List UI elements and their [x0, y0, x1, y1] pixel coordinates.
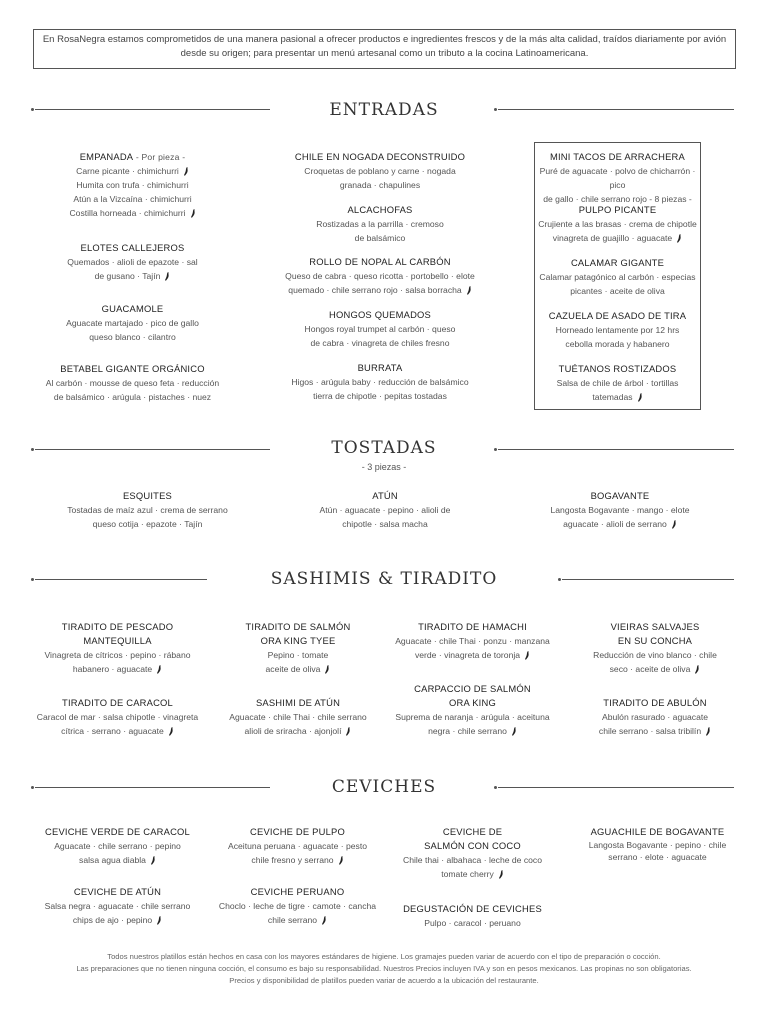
chili-pepper-icon — [524, 651, 530, 660]
menu-item-pulpo-picante — [536, 203, 699, 245]
menu-item-degustacion — [390, 902, 555, 930]
item-desc: Quemados · alioli de epazote · sal de gusano · Tajín — [67, 257, 198, 281]
menu-item-sashimi-atun — [218, 696, 378, 738]
item-name: CALAMAR GIGANTE — [570, 257, 665, 268]
item-desc: Aguacate martajado · pico de gallo queso blanco · cilantro — [66, 318, 199, 342]
menu-item-tuetanos — [536, 362, 699, 404]
item-desc: Reducción de vino blanco · chile seco · aceite de oliva — [593, 650, 717, 674]
menu-item-ceviche-atun — [35, 885, 200, 927]
item-desc: Chile thai · albahaca · leche de coco tomate cherry — [402, 855, 542, 879]
item-desc: Al carbón · mousse de queso feta · reducción de balsámico · arúgula · pistaches · nuez — [45, 378, 220, 402]
footer-line: Las preparaciones que no tienen ninguna cocción, el consumo es bajo su responsabilidad. Nuestros Precios incluyen IVA y son en pesos mexicanos. Las propinas no son obligatorias. — [76, 964, 692, 973]
chili-pepper-icon — [324, 665, 330, 674]
chili-pepper-icon — [321, 916, 327, 925]
menu-item-elotes — [50, 241, 215, 283]
item-name: CEVICHE VERDE DE CARACOL — [45, 826, 190, 837]
menu-item-vieiras — [580, 620, 730, 676]
chili-pepper-icon — [164, 272, 170, 281]
item-desc: Croquetas de poblano y carne · nogada granada · chapulines — [304, 166, 456, 190]
item-name: CAZUELA DE ASADO DE TIRA — [548, 310, 687, 321]
section-title-sashimis: SASHIMIS & TIRADITO — [270, 569, 498, 589]
menu-item-cazuela — [536, 309, 699, 351]
item-name: ROLLO DE NOPAL AL CARBÓN — [309, 256, 451, 267]
chili-pepper-icon — [190, 209, 196, 218]
chili-pepper-icon — [637, 393, 643, 402]
item-name: PULPO PICANTE — [578, 204, 657, 215]
item-desc: Langosta Bogavante · mango · elote aguacate · alioli de serrano — [550, 505, 690, 529]
item-name: ESQUITES — [122, 490, 172, 501]
menu-item-mini-tacos — [536, 150, 699, 206]
item-name: BURRATA — [357, 362, 403, 373]
item-desc: Aceituna peruana · aguacate · pesto chile fresno y serrano — [227, 841, 368, 865]
item-name: HONGOS QUEMADOS — [329, 309, 431, 320]
item-desc: Higos · arúgula baby · reducción de balsámico tierra de chipotle · pepitas tostadas — [291, 377, 469, 401]
chili-pepper-icon — [466, 286, 472, 295]
item-desc: Langosta Bogavante · pepino · chile serrano · elote · aguacate — [588, 840, 727, 862]
item-desc: Caracol de mar · salsa chipotle · vinagreta cítrica · serrano · aguacate — [36, 712, 199, 736]
chili-pepper-icon — [150, 856, 156, 865]
chili-pepper-icon — [498, 870, 504, 879]
menu-item-tiradito-hamachi — [390, 620, 555, 662]
item-name: TIRADITO DE SALMÓN ORA KING TYEE — [245, 621, 351, 646]
item-desc: Pepino · tomate aceite de oliva — [265, 650, 329, 674]
item-desc: Crujiente a las brasas · crema de chipotle vinagreta de guajillo · aguacate — [538, 219, 697, 243]
menu-item-tiradito-pescado — [35, 620, 200, 676]
item-desc: Rostizadas a la parrilla · cremoso de balsámico — [316, 219, 444, 243]
menu-item-alcachofas — [290, 203, 470, 245]
item-desc: Puré de aguacate · polvo de chicharrón · pico de gallo · chile serrano rojo - 8 piezas - — [539, 166, 696, 204]
item-desc: Aguacate · chile Thai · ponzu · manzana verde · vinagreta de toronja — [395, 636, 550, 660]
menu-item-bogavante-tostada — [530, 489, 710, 531]
item-desc: Atún · aguacate · pepino · alioli de chipotle · salsa macha — [319, 505, 451, 529]
item-desc: Atún a la Vizcaína · chimichurri — [73, 194, 192, 204]
menu-item-esquites — [50, 489, 245, 531]
chili-pepper-icon — [345, 727, 351, 736]
item-desc: Salsa negra · aguacate · chile serrano chips de ajo · pepino — [44, 901, 191, 925]
item-desc: Tostadas de maíz azul · crema de serrano queso cotija · epazote · Tajín — [67, 505, 228, 529]
chili-pepper-icon — [156, 665, 162, 674]
item-desc: Aguacate · chile serrano · pepino salsa agua diabla — [54, 841, 181, 865]
menu-item-tiradito-abulon — [580, 696, 730, 738]
item-desc: Hongos royal trumpet al carbón · queso de cabra · vinagreta de chiles fresno — [304, 324, 456, 348]
item-name: CHILE EN NOGADA DECONSTRUIDO — [294, 151, 466, 162]
chili-pepper-icon — [671, 520, 677, 529]
chili-pepper-icon — [694, 665, 700, 674]
chili-pepper-icon — [156, 916, 162, 925]
section-title-tostadas: TOSTADAS — [331, 438, 437, 458]
item-name: SASHIMI DE ATÚN — [255, 697, 341, 708]
divider — [562, 579, 734, 580]
item-name: TUÉTANOS ROSTIZADOS — [558, 363, 677, 374]
item-name: CEVICHE DE PULPO — [250, 826, 345, 837]
item-desc: Vinagreta de cítricos · pepino · rábano habanero · aguacate — [44, 650, 191, 674]
item-name: ALCACHOFAS — [347, 204, 413, 215]
menu-item-ceviche-peruano — [215, 885, 380, 927]
item-name: CEVICHE DE SALMÓN CON COCO — [424, 826, 521, 851]
chili-pepper-icon — [705, 727, 711, 736]
item-name: MINI TACOS DE ARRACHERA — [549, 151, 685, 162]
menu-item-carpaccio — [390, 682, 555, 738]
item-name: CEVICHE PERUANO — [250, 886, 345, 897]
menu-item-ceviche-salmon — [390, 825, 555, 881]
item-desc: Pulpo · caracol · peruano — [424, 918, 521, 928]
intro-text: En RosaNegra estamos comprometidos de una manera pasional a ofrecer productos e ingredientes frescos y de la más alta calidad, traídos diariamente por avión desde su origen; para presentar un menú artesanal como un tributo a la cocina Latinoamericana. — [33, 29, 736, 69]
menu-item-betabel — [40, 362, 225, 404]
section-subtitle: - 3 piezas - — [361, 462, 407, 472]
item-desc: Horneado lentamente por 12 hrs cebolla morada y habanero — [555, 325, 680, 349]
item-name: GUACAMOLE — [101, 303, 164, 314]
item-note: - Por pieza - — [133, 152, 186, 162]
chili-pepper-icon — [338, 856, 344, 865]
item-name: CARPACCIO DE SALMÓN ORA KING — [414, 683, 531, 708]
menu-item-ceviche-pulpo — [215, 825, 380, 867]
menu-item-tiradito-salmon — [218, 620, 378, 676]
footer-line: Precios y disponibilidad de platillos pueden variar de acuerdo a la ubicación del restaurante. — [229, 976, 539, 985]
divider — [498, 449, 734, 450]
item-name: CEVICHE DE ATÚN — [73, 886, 162, 897]
item-name: EMPANADA — [79, 151, 134, 162]
item-name: TIRADITO DE CARACOL — [62, 697, 173, 708]
item-desc: Choclo · leche de tigre · camote · cancha chile serrano — [218, 901, 377, 925]
chili-pepper-icon — [676, 234, 682, 243]
menu-item-ceviche-caracol — [35, 825, 200, 867]
chili-pepper-icon — [168, 727, 174, 736]
menu-item-rollo-nopal — [285, 255, 475, 297]
item-desc: Calamar patagónico al carbón · especias picantes · aceite de oliva — [539, 272, 696, 296]
item-name: ELOTES CALLEJEROS — [80, 242, 185, 253]
footer-notes — [0, 951, 768, 987]
menu-item-empanada — [50, 150, 215, 220]
menu-item-atun-tostada — [295, 489, 475, 531]
item-name: ATÚN — [372, 490, 398, 501]
item-name: TIRADITO DE ABULÓN — [603, 697, 707, 708]
menu-item-aguachile — [575, 825, 740, 863]
menu-item-hongos — [290, 308, 470, 350]
item-name: DEGUSTACIÓN DE CEVICHES — [403, 903, 542, 914]
chili-pepper-icon — [511, 727, 517, 736]
menu-item-tiradito-caracol — [35, 696, 200, 738]
item-desc: Carne picante · chimichurri — [76, 166, 179, 176]
divider — [498, 109, 734, 110]
item-desc: Suprema de naranja · arúgula · aceituna negra · chile serrano — [395, 712, 550, 736]
section-title-ceviches: CEVICHES — [331, 777, 437, 797]
item-desc: Salsa de chile de árbol · tortillas tatemadas — [556, 378, 679, 402]
item-name: TIRADITO DE HAMACHI — [418, 621, 527, 632]
item-name: BOGAVANTE — [590, 490, 650, 501]
menu-item-calamar — [536, 256, 699, 298]
menu-item-guacamole — [50, 302, 215, 344]
footer-line: Todos nuestros platillos están hechos en casa con los mayores estándares de higiene. Los gramajes pueden variar de acuerdo con el tipo de preparación o cocción. — [107, 952, 661, 961]
chili-pepper-icon — [183, 167, 189, 176]
item-desc: Humita con trufa · chimichurri — [76, 180, 189, 190]
divider — [498, 787, 734, 788]
item-name: VIEIRAS SALVAJES EN SU CONCHA — [610, 621, 700, 646]
item-name: AGUACHILE DE BOGAVANTE — [590, 826, 725, 837]
item-name: TIRADITO DE PESCADO MANTEQUILLA — [61, 621, 174, 646]
section-title-entradas: ENTRADAS — [329, 100, 439, 120]
item-desc: Aguacate · chile Thai · chile serrano alioli de sriracha · ajonjolí — [229, 712, 367, 736]
item-desc: Abulón rasurado · aguacate chile serrano · salsa tribilín — [598, 712, 709, 736]
item-desc: Costilla horneada · chimichurri — [69, 208, 186, 218]
item-name: BETABEL GIGANTE ORGÁNICO — [60, 363, 205, 374]
menu-item-chile-en-nogada — [290, 150, 470, 192]
menu-item-burrata — [290, 361, 470, 403]
item-desc: Queso de cabra · queso ricotta · portobello · elote quemado · chile serrano rojo · salsa borracha — [285, 271, 475, 295]
